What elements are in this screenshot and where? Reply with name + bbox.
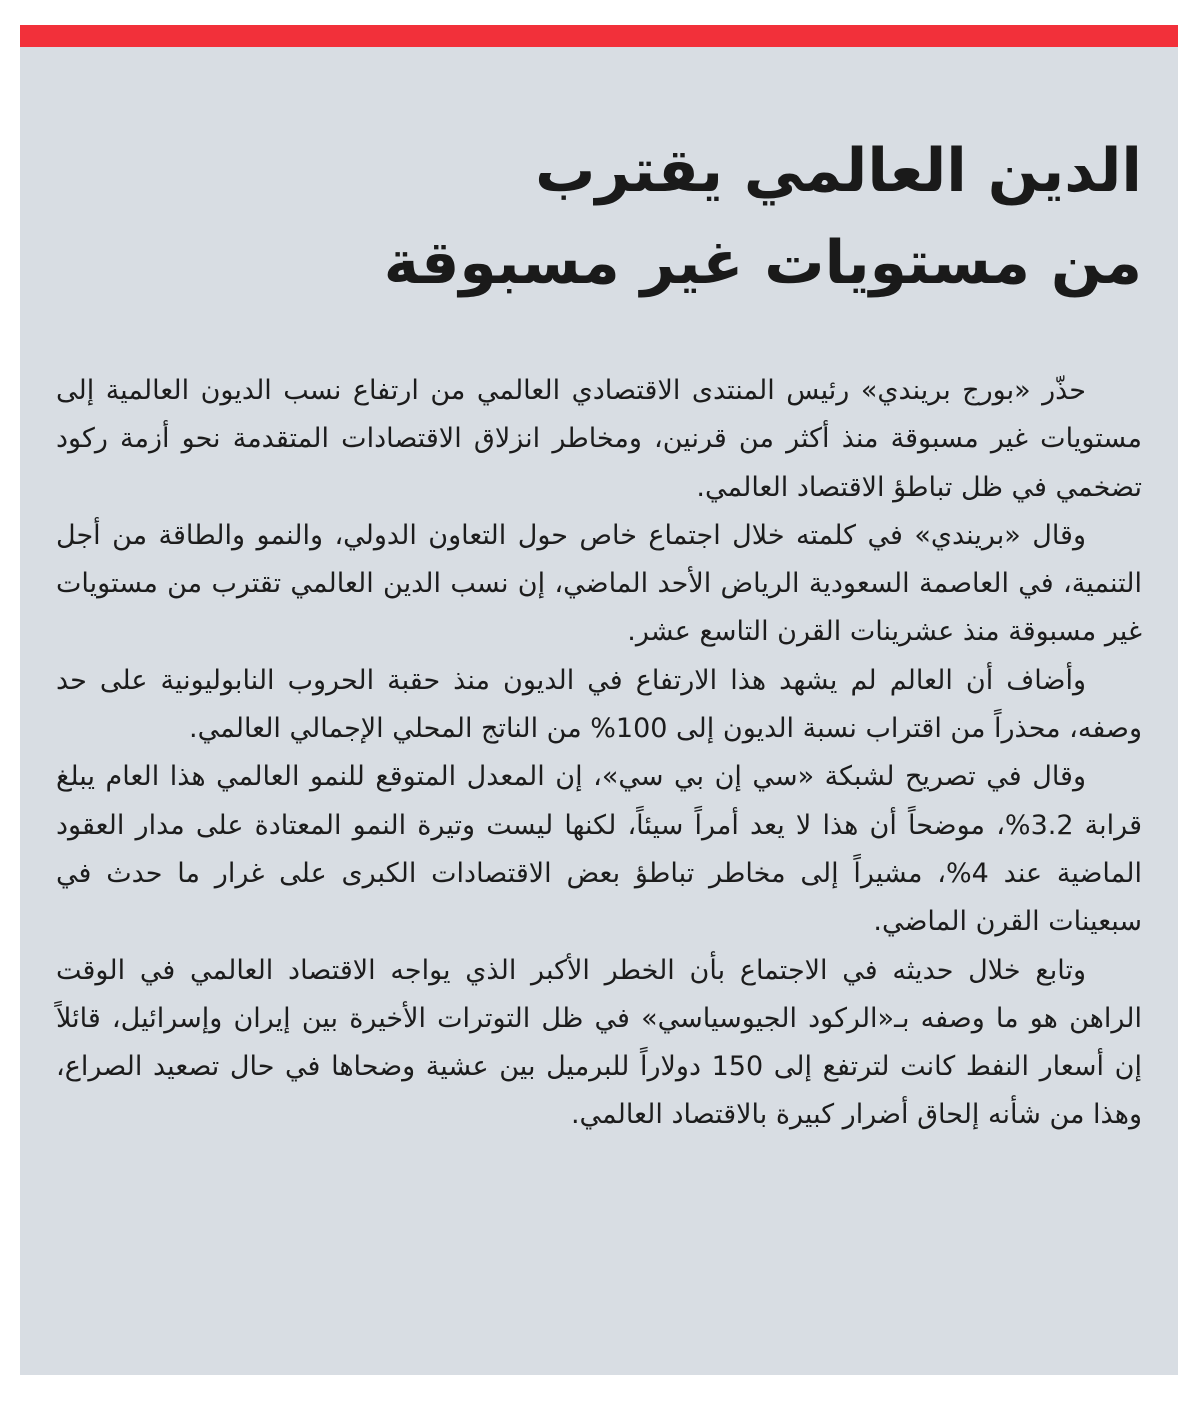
accent-bar: [20, 25, 1178, 47]
headline-line-2: من مستويات غير مسبوقة: [383, 228, 1142, 298]
paragraph-3: وأضاف أن العالم لم يشهد هذا الارتفاع في الديون منذ حقبة الحروب النابوليونية على حد وصفه، محذراً من اقتراب نسبة الديون إلى 100% من الناتج المحلي الإجمالي العالمي.: [56, 664, 1142, 745]
article-headline: [56, 125, 1142, 309]
paragraph-2: وقال «بريندي» في كلمته خلال اجتماع خاص حول التعاون الدولي، والنمو والطاقة من أجل التنمية، في العاصمة السعودية الرياض الأحد الماضي، إن نسب الدين العالمي تقترب من مستويات غير مسبوقة منذ عشرينات القرن التاسع عشر.: [56, 519, 1142, 648]
paragraph-4: وقال في تصريح لشبكة «سي إن بي سي»، إن المعدل المتوقع للنمو العالمي هذا العام يبلغ قرابة 3.2%، موضحاً أن هذا لا يعد أمراً سيئاً، لكنها ليست وتيرة النمو المعتادة على مدار العقود الماضية عند 4%، مشيراً إلى مخاطر تباطؤ بعض الاقتصادات الكبرى على غرار ما حدث في سبعينات القرن الماضي.: [56, 761, 1142, 938]
headline-line-1: الدين العالمي يقترب: [535, 136, 1142, 206]
article-card: [20, 47, 1178, 1375]
paragraph-1: حذّر «بورج بريندي» رئيس المنتدى الاقتصادي العالمي من ارتفاع نسب الديون العالمية إلى مستويات غير مسبوقة منذ أكثر من قرنين، ومخاطر انزلاق الاقتصادات المتقدمة نحو أزمة ركود تضخمي في ظل تباطؤ الاقتصاد العالمي.: [56, 375, 1142, 503]
paragraph-5: وتابع خلال حديثه في الاجتماع بأن الخطر الأكبر الذي يواجه الاقتصاد العالمي في الوقت الراهن هو ما وصفه بـ«الركود الجيوسياسي» في ظل التوترات الأخيرة بين إيران وإسرائيل، قائلاً إن أسعار النفط كانت لترتفع إلى 150 دولاراً للبرميل بين عشية وضحاها في حال تصعيد الصراع، وهذا من شأنه إلحاق أضرار كبيرة بالاقتصاد العالمي.: [56, 954, 1142, 1131]
article-body: [56, 367, 1142, 1140]
